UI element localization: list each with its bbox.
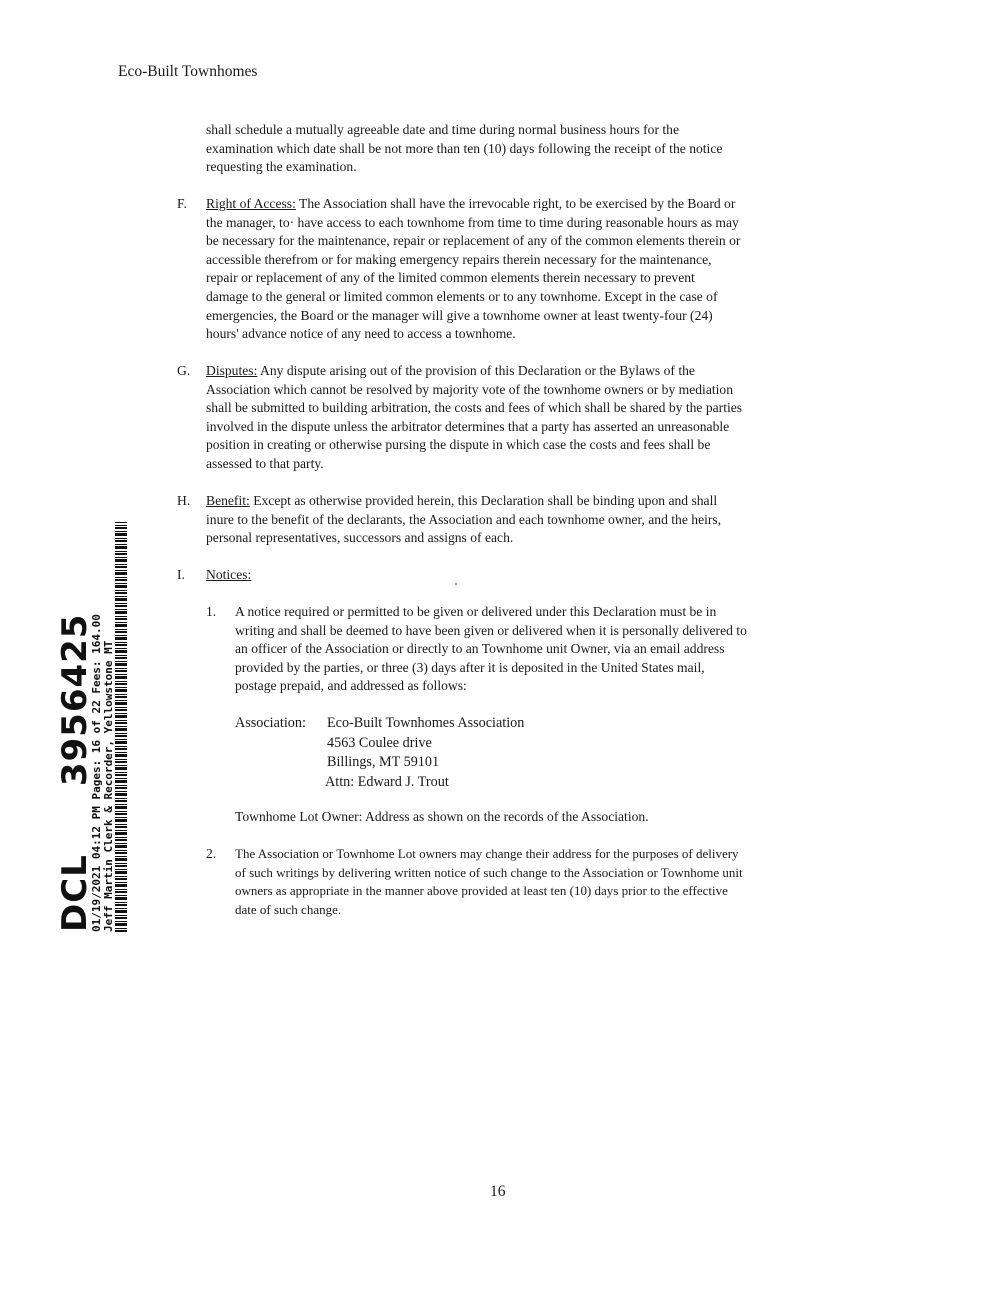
section-h-heading: Benefit: (206, 493, 250, 508)
text-line: Right of Access: The Association shall have the irrevocable right, to be exercised by the Board or (206, 196, 736, 211)
text-line: A notice required or permitted to be given or delivered under this Declaration must be in (235, 604, 717, 619)
text-line: owners as appropriate in the manner above provided at least ten (10) days prior to the effective (235, 883, 728, 899)
text-line: the manager, to· have access to each townhome from time to time during reasonable hours as may (206, 214, 739, 230)
section-i-heading: Notices: (206, 567, 252, 582)
stamp-title (57, 614, 93, 932)
text-line: accessible therefrom or for making emergency repairs therein necessary for the maintenance, (206, 251, 712, 267)
section-g-heading: Disputes: (206, 363, 258, 378)
section-h-paragraph (206, 492, 871, 548)
text-line: position in creating or otherwise pursing the dispute in which case the costs and fees shall be (206, 437, 711, 453)
section-letter-i: I. (177, 567, 185, 582)
section-f-heading: Right of Access: (206, 196, 296, 211)
association-address (327, 714, 524, 792)
stamp-doc-type: DCL (55, 854, 95, 932)
text-line: of such writings by delivering written notice of such change to the Association or Townhome unit (235, 864, 743, 880)
text-line: shall schedule a mutually agreeable date and time during normal business hours for the (206, 122, 680, 137)
running-header: Eco-Built Townhomes (118, 63, 258, 80)
text-line: provided by the parties, or three (3) days after it is deposited in the United States mail, (235, 659, 705, 675)
address-line: Attn: Edward J. Trout (325, 773, 449, 790)
text-line: involved in the dispute unless the arbitrator determines that a party has asserted an unreasonable (206, 418, 730, 434)
text-line: Disputes: Any dispute arising out of the provision of this Declaration or the Bylaws of the (206, 363, 695, 378)
page-number: 16 (490, 1183, 506, 1200)
address-line: Eco-Built Townhomes Association (327, 715, 525, 731)
text-line: repair or replacement of any of the limited common elements therein necessary to prevent (206, 270, 695, 286)
text-line: Benefit: Except as otherwise provided herein, this Declaration shall be binding upon and shall (206, 493, 718, 508)
text-line: Association which cannot be resolved by majority vote of the townhome owners or by mediation (206, 381, 734, 397)
stamp-recording-line: 01/19/2021 04:12 PM Pages: 16 of 22 Fees: 164.00 (90, 614, 103, 932)
text-line: The Association or Townhome Lot owners may change their address for the purposes of delivery (235, 846, 739, 861)
text-line: emergencies, the Board or the manager will give a townhome owner at least twenty-four (24) (206, 307, 713, 323)
text-line: be necessary for the maintenance, repair or replacement of any of the common elements therein or (206, 233, 741, 249)
text-line: hours' advance notice of any need to access a townhome. (206, 326, 516, 342)
lot-owner-line: Townhome Lot Owner: Address as shown on the records of the Association. (235, 809, 649, 824)
text-line: postage prepaid, and addressed as follows: (235, 678, 467, 694)
section-g-paragraph (206, 362, 871, 474)
association-label: Association: (235, 715, 306, 731)
text-line: damage to the general or limited common elements or to any townhome. Except in the case of (206, 288, 718, 304)
item-number-1: 1. (206, 604, 217, 619)
text-line: requesting the examination. (206, 159, 357, 175)
item-1-paragraph (235, 603, 875, 696)
text-line: shall be submitted to building arbitration, the costs and fees of which shall be shared by the parties (206, 400, 743, 416)
text-line: assessed to that party. (206, 455, 324, 471)
text-line: writing and shall be deemed to have been given or delivered when it is personally delivered to (235, 622, 747, 638)
section-letter-g: G. (177, 363, 191, 378)
text-line: date of such change. (235, 901, 342, 917)
section-letter-h: H. (177, 493, 191, 508)
text-line: examination which date shall be not more than ten (10) days following the receipt of the notice (206, 140, 723, 156)
section-letter-f: F. (177, 196, 187, 211)
text-line: inure to the benefit of the declarants, the Association and each townhome owner, and the heirs, (206, 511, 722, 527)
barcode-graphic (115, 522, 127, 932)
stamp-recorder-line: Jeff Martin Clerk & Recorder, Yellowstone MT (102, 640, 115, 932)
item-2-paragraph (235, 845, 875, 919)
address-line: 4563 Coulee drive (327, 734, 432, 751)
item-number-2: 2. (206, 846, 217, 861)
address-line: Billings, MT 59101 (327, 754, 440, 771)
section-f-paragraph (206, 195, 871, 344)
stamp-doc-number: 3956425 (55, 613, 95, 787)
text-line: personal representatives, successors and assigns of each. (206, 530, 514, 546)
text-line: an officer of the Association or directly to an Townhome unit Owner, via an email address (235, 641, 725, 657)
recording-stamp (57, 492, 127, 932)
scan-speck (455, 583, 457, 585)
section-i-heading-line (206, 566, 871, 585)
intro-paragraph (206, 121, 856, 177)
